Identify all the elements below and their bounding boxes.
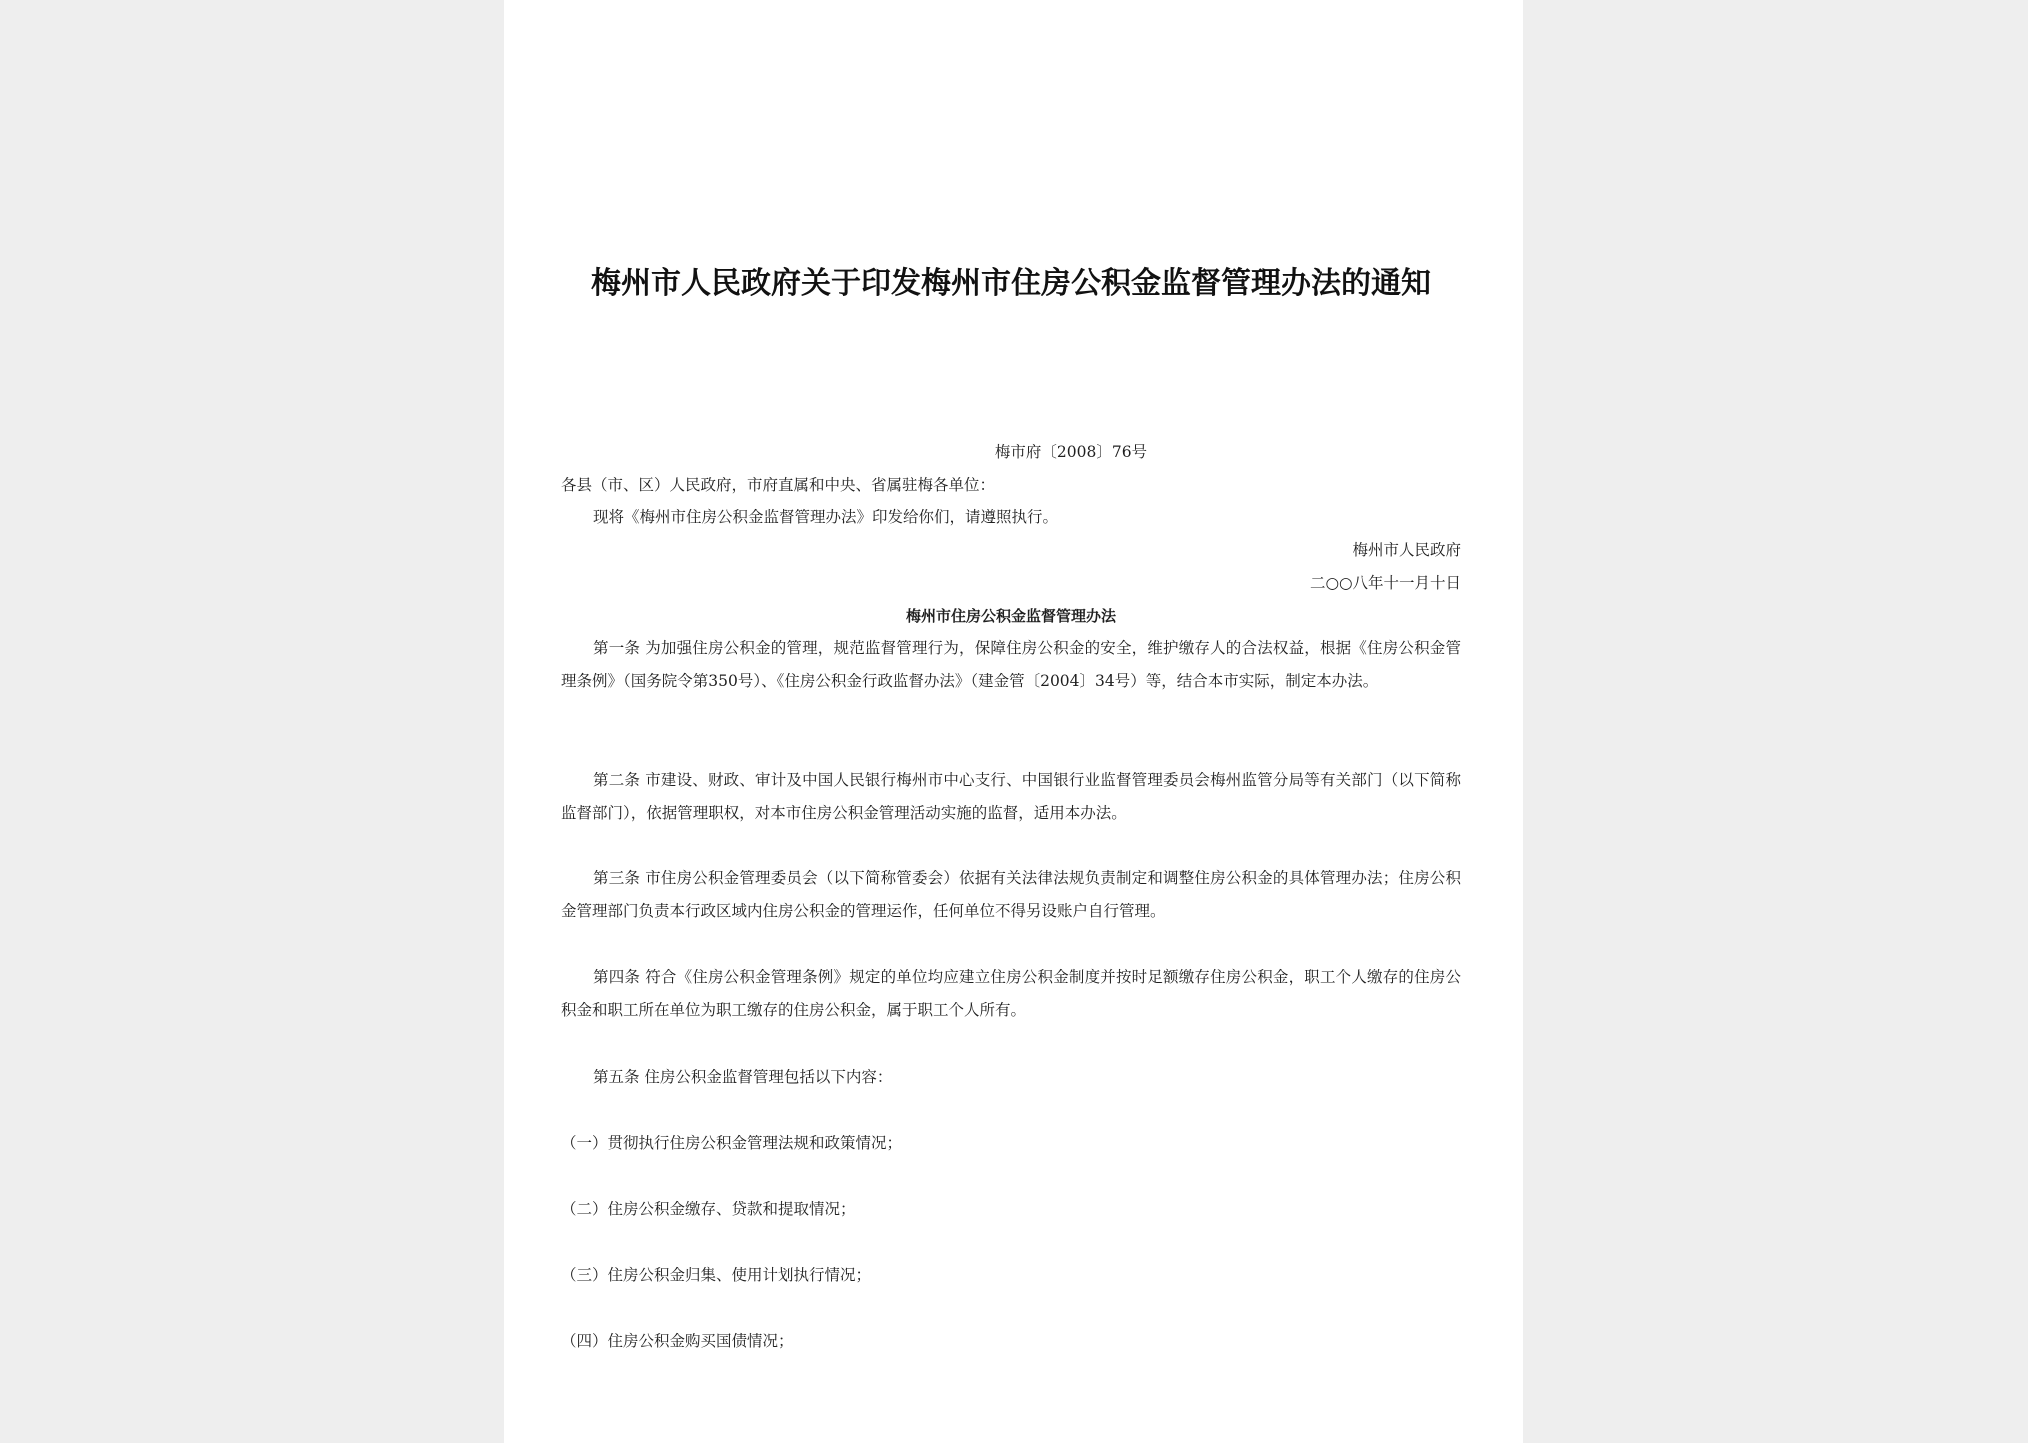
- document-title: 梅州市人民政府关于印发梅州市住房公积金监督管理办法的通知: [591, 266, 1431, 301]
- list-item: （一）贯彻执行住房公积金管理法规和政策情况；: [561, 1134, 903, 1152]
- article-1: 第一条 为加强住房公积金的管理，规范监督管理行为，保障住房公积金的安全，维护缴存人的合法权益，根据《住房公积金管理条例》（国务院令第350号）、《住房公积金行政监督办法》（建金管〔2004〕34号）等，结合本市实际，制定本办法。: [561, 639, 1461, 690]
- addressee: 各县（市、区）人民政府，市府直属和中央、省属驻梅各单位：: [561, 476, 996, 494]
- issuer: 梅州市人民政府: [1352, 541, 1461, 559]
- article-4: 第四条 符合《住房公积金管理条例》规定的单位均应建立住房公积金制度并按时足额缴存住房公积金，职工个人缴存的住房公积金和职工所在单位为职工缴存的住房公积金，属于职工个人所有。: [561, 968, 1461, 1019]
- list-item: （二）住房公积金缴存、贷款和提取情况；: [561, 1200, 856, 1218]
- list-item: （三）住房公积金归集、使用计划执行情况；: [561, 1266, 872, 1284]
- document-page: [504, 0, 1523, 1443]
- regulation-subtitle: 梅州市住房公积金监督管理办法: [905, 607, 1116, 625]
- article-2: 第二条 市建设、财政、审计及中国人民银行梅州市中心支行、中国银行业监督管理委员会梅州监管分局等有关部门（以下简称监督部门），依据管理职权，对本市住房公积金管理活动实施的监督，适用本办法。: [561, 771, 1461, 822]
- issue-date: 二○○八年十一月十日: [1309, 574, 1461, 592]
- intro-text: 现将《梅州市住房公积金监督管理办法》印发给你们，请遵照执行。: [593, 508, 1059, 526]
- document-number: 梅市府〔2008〕76号: [994, 443, 1148, 461]
- article-3: 第三条 市住房公积金管理委员会（以下简称管委会）依据有关法律法规负责制定和调整住房公积金的具体管理办法；住房公积金管理部门负责本行政区域内住房公积金的管理运作，任何单位不得另设账户自行管理。: [561, 869, 1461, 920]
- article-5: 第五条 住房公积金监督管理包括以下内容：: [593, 1068, 893, 1086]
- list-item: （四）住房公积金购买国债情况；: [561, 1332, 794, 1350]
